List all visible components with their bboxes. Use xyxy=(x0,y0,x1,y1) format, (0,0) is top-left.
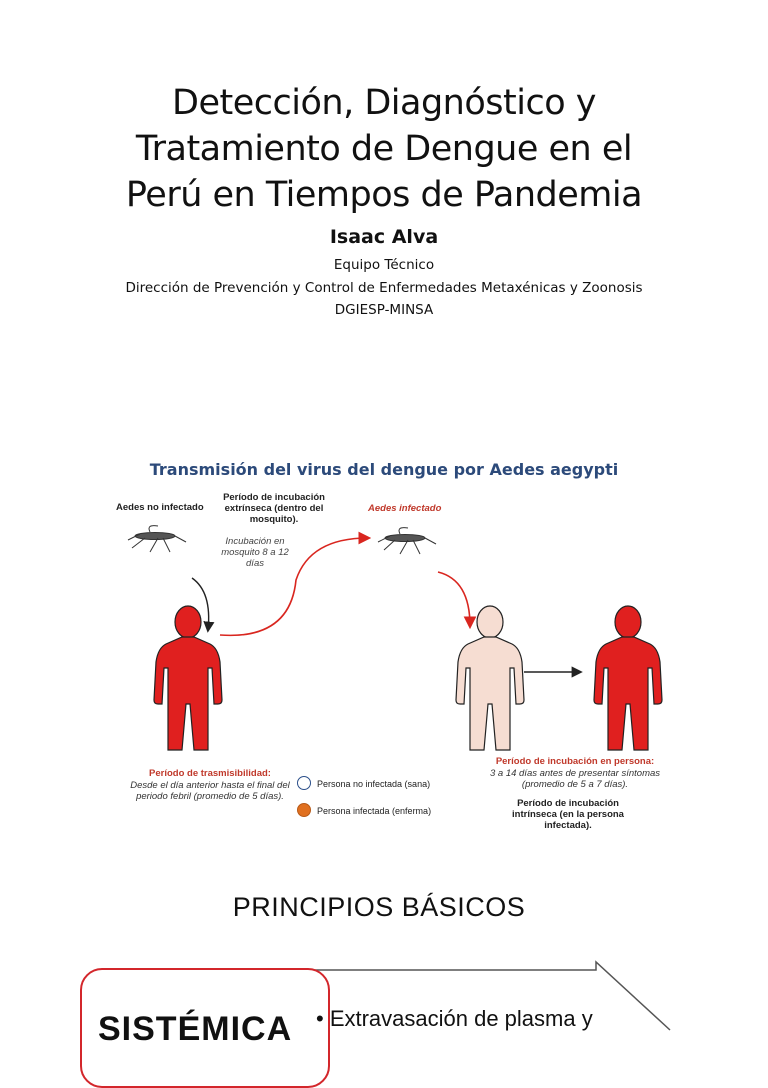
incub-ext-line-2: extrínseca (dentro del xyxy=(224,503,324,514)
incub-persona-line-1: 3 a 14 días antes de presentar síntomas xyxy=(489,768,661,779)
incub-persona-line-2: (promedio de 5 a 7 días). xyxy=(521,779,629,790)
direction-label: Dirección de Prevención y Control de Enfermedades Metaxénicas y Zoonosis xyxy=(125,280,643,296)
bullet-text: • Extravasación de plasma y xyxy=(316,1006,593,1031)
incub-ext-line-1: Período de incubación xyxy=(223,492,325,503)
title-line-1: Detección, Diagnóstico y xyxy=(172,83,596,123)
legend-infected-label: Persona infectada (enferma) xyxy=(317,806,432,816)
legend-infected-dot xyxy=(297,803,311,817)
label-aedes-infectado: Aedes infectado xyxy=(368,503,442,514)
transmission-slide xyxy=(0,430,768,850)
incub-ext-line-3: mosquito). xyxy=(249,514,299,525)
diagram-title: Transmisión del virus del dengue por Aedes aegypti xyxy=(149,460,619,479)
label-trasmisibilidad-desc xyxy=(100,780,320,802)
label-incubacion-intrinseca xyxy=(510,798,626,831)
incub-mosq-line-1: Incubación en xyxy=(225,536,285,547)
incub-mosq-line-2: mosquito 8 a 12 xyxy=(221,547,289,558)
label-incubacion-persona-desc xyxy=(450,768,700,790)
org-label: DGIESP-MINSA xyxy=(334,302,434,318)
title-line-2: Tratamiento de Dengue en el xyxy=(135,129,633,169)
legend-healthy-label: Persona no infectada (sana) xyxy=(317,779,431,789)
legend-healthy-dot xyxy=(297,776,311,790)
trasmis-line-1: Desde el día anterior hasta el final del xyxy=(130,780,290,791)
team-label: Equipo Técnico xyxy=(333,257,435,273)
author-name: Isaac Alva xyxy=(329,226,439,248)
label-aedes-no-infectado: Aedes no infectado xyxy=(116,502,204,513)
presentation-title xyxy=(0,80,768,218)
person-healthy-icon xyxy=(450,602,530,754)
incub-int-line-1: Período de incubación xyxy=(517,798,619,809)
title-slide xyxy=(0,0,768,420)
sistemica-label: SISTÉMICA xyxy=(98,1010,293,1048)
principles-slide xyxy=(0,860,768,1048)
principles-title: PRINCIPIOS BÁSICOS xyxy=(232,892,526,922)
mosquito-icon xyxy=(128,526,186,552)
incub-mosq-line-3: días xyxy=(246,558,264,569)
person-infected-icon xyxy=(148,602,228,754)
incub-int-line-3: infectada). xyxy=(544,820,592,831)
label-incubacion-persona: Período de incubación en persona: xyxy=(495,756,655,767)
trasmis-line-2: periodo febril (promedio de 5 días). xyxy=(136,791,284,802)
mosquito-infected-icon xyxy=(378,528,436,554)
label-trasmisibilidad: Período de trasmisibilidad: xyxy=(149,768,271,779)
title-line-3: Perú en Tiempos de Pandemia xyxy=(125,175,643,215)
incub-int-line-2: intrínseca (en la persona xyxy=(512,809,624,820)
person-infected-icon xyxy=(588,602,668,754)
